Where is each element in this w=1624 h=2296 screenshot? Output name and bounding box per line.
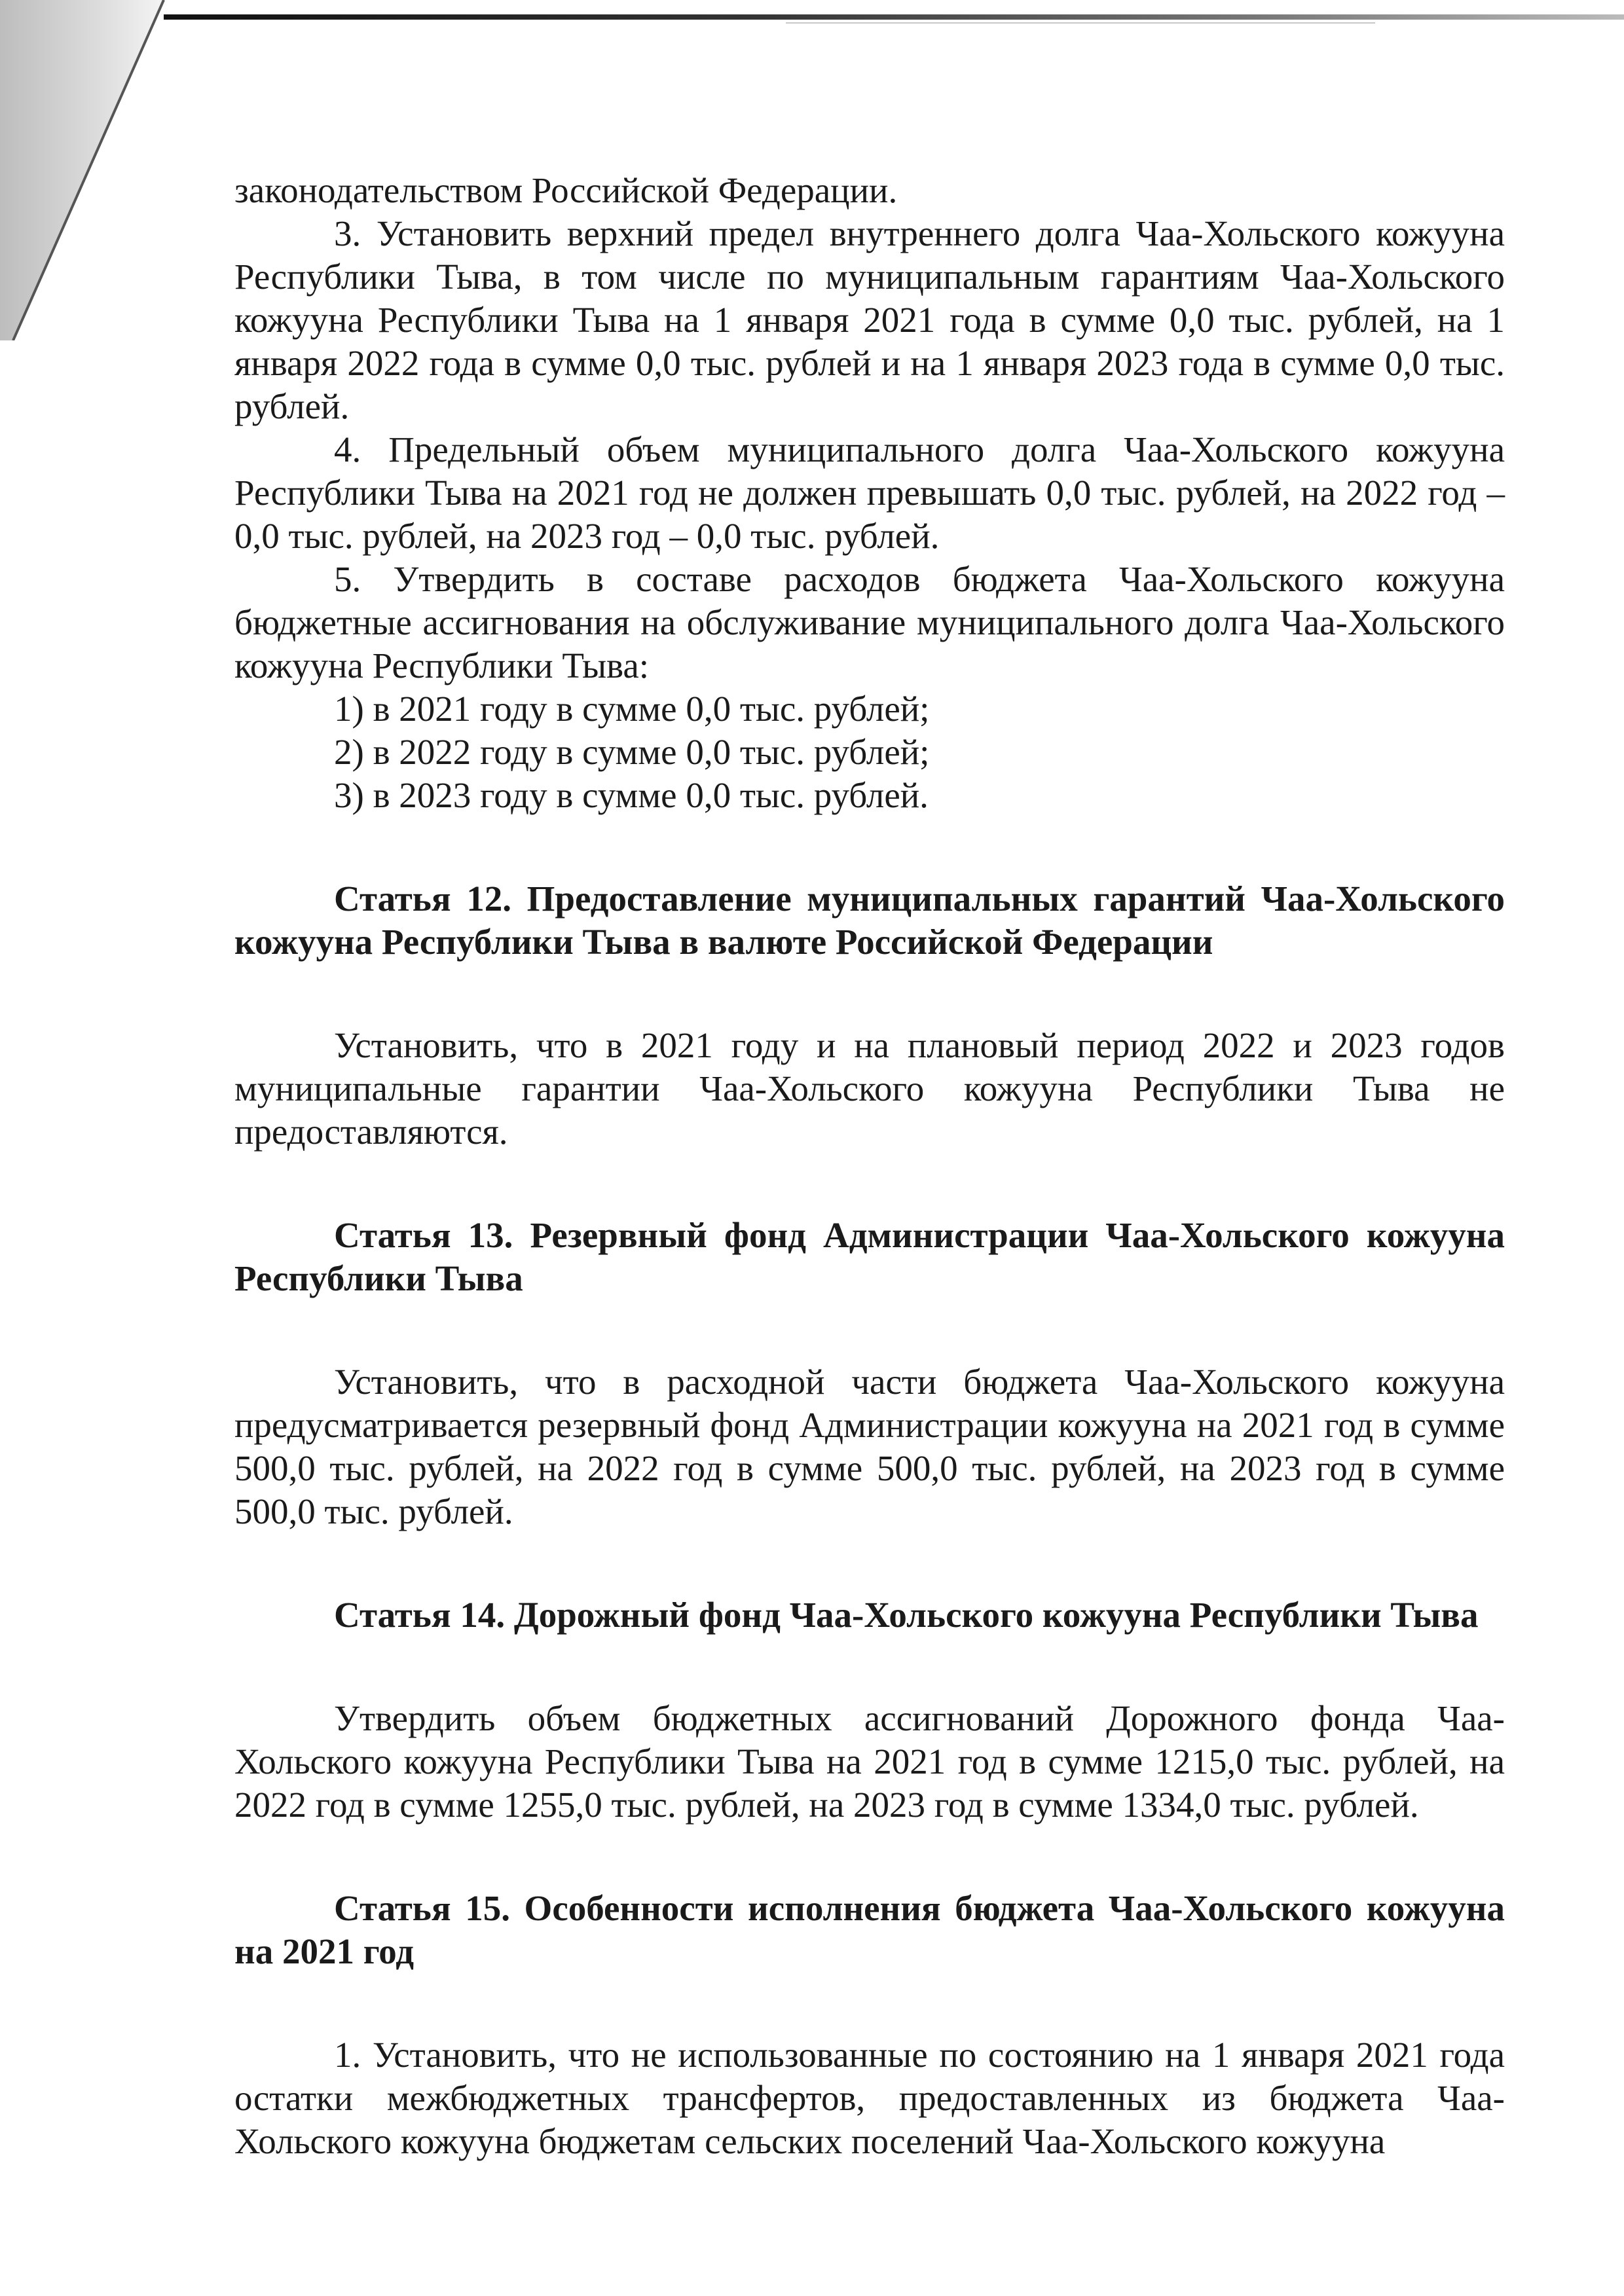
paragraph-intro: законодательством Российской Федерации. [234,170,898,210]
folded-corner-shadow [0,0,170,340]
list-item-2021: 1) в 2021 году в сумме 0,0 тыс. рублей; [334,689,930,729]
article-14-text: Утвердить объем бюджетных ассигнований Дорожного фонда Чаа-Хольского кожууна Республики Тыва на 2021 год в сумме 1215,0 тыс. рублей, на 2022 год в сумме 1255,0 тыс. рублей, на 2023 год в сумме 1334,0 тыс. рублей. [234,1698,1505,1825]
article-15-title: Статья 15. Особенности исполнения бюджета Чаа-Хольского кожууна на 2021 год [234,1888,1505,1971]
article-12-text: Установить, что в 2021 году и на плановый период 2022 и 2023 годов муниципальные гарантии Чаа-Хольского кожууна Республики Тыва не предоставляются. [234,1025,1505,1152]
paragraph-5: 5. Утвердить в составе расходов бюджета Чаа-Хольского кожууна бюджетные ассигнования на обслуживание муниципального долга Чаа-Хольского кожууна Республики Тыва: [234,559,1505,685]
article-12-title: Статья 12. Предоставление муниципальных гарантий Чаа-Хольского кожууна Республики Тыва в валюте Российской Федерации [234,879,1505,962]
list-item-2022: 2) в 2022 году в сумме 0,0 тыс. рублей; [334,732,930,772]
scan-top-edge-faint [786,22,1375,24]
article-15-text: 1. Установить, что не использованные по состоянию на 1 января 2021 года остатки межбюджетных трансфертов, предоставленных из бюджета Чаа-Хольского кожууна бюджетам сельских поселений Чаа-Хольского кожууна [234,2035,1505,2161]
article-13-title: Статья 13. Резервный фонд Администрации Чаа-Хольского кожууна Республики Тыва [234,1215,1505,1298]
article-14-title: Статья 14. Дорожный фонд Чаа-Хольского кожууна Республики Тыва [334,1595,1479,1635]
document-page [234,169,1505,2163]
paragraph-4: 4. Предельный объем муниципального долга Чаа-Хольского кожууна Республики Тыва на 2021 год не должен превышать 0,0 тыс. рублей, на 2022 год – 0,0 тыс. рублей, на 2023 год – 0,0 тыс. рублей. [234,429,1505,556]
paragraph-3: 3. Установить верхний предел внутреннего долга Чаа-Хольского кожууна Республики Тыва, в том числе по муниципальным гарантиям Чаа-Хольского кожууна Республики Тыва на 1 января 2021 года в сумме 0,0 тыс. рублей, на 1 января 2022 года в сумме 0,0 тыс. рублей и на 1 января 2023 года в сумме 0,0 тыс. рублей. [234,213,1505,426]
article-13-text: Установить, что в расходной части бюджета Чаа-Хольского кожууна предусматривается резервный фонд Администрации кожууна на 2021 год в сумме 500,0 тыс. рублей, на 2022 год в сумме 500,0 тыс. рублей, на 2023 год в сумме 500,0 тыс. рублей. [234,1362,1505,1531]
list-item-2023: 3) в 2023 году в сумме 0,0 тыс. рублей. [334,775,929,815]
scan-top-edge [164,14,1624,20]
